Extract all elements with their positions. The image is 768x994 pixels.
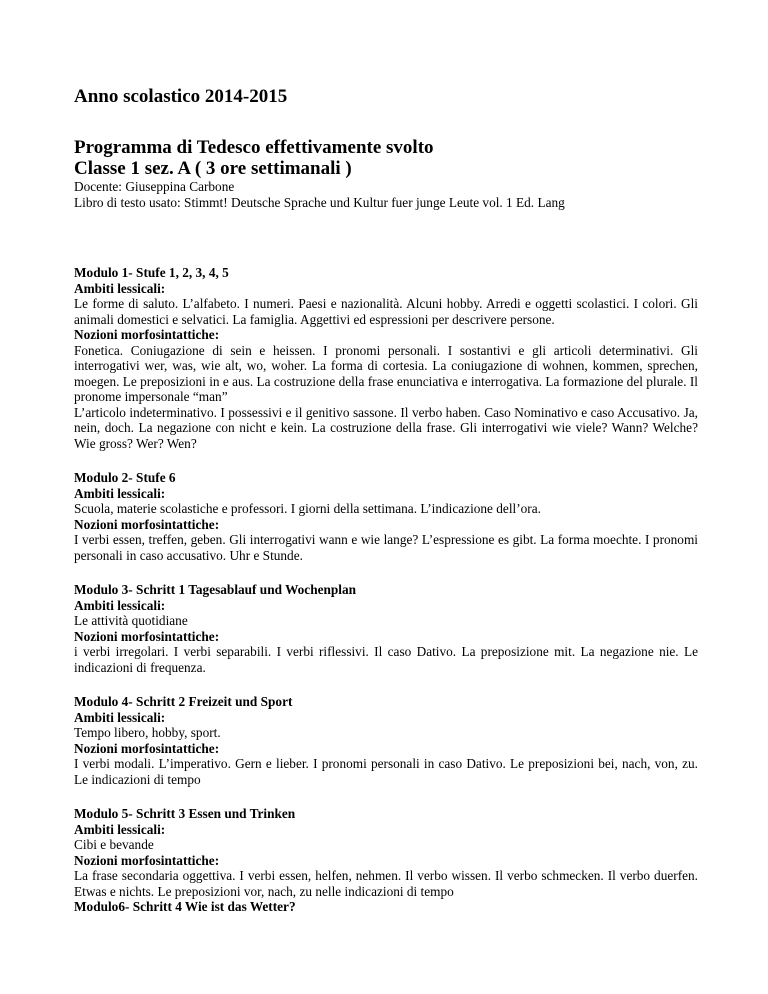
teacher-line: Docente: Giuseppina Carbone [74, 179, 235, 194]
module-6-title: Modulo6- Schritt 4 Wie ist das Wetter? [74, 899, 296, 914]
module-title: Modulo 3- Schritt 1 Tagesablauf und Wochenplan [74, 582, 357, 597]
module-title: Modulo 5- Schritt 3 Essen und Trinken [74, 806, 296, 821]
lexical-text: Cibi e bevande [74, 837, 154, 852]
module-4 [74, 694, 698, 787]
morpho-text: I verbi essen, treffen, geben. Gli interrogativi wann e wie lange? L’espressione es gibt. La forma moechte. I pronomi personali in caso accusativo. Uhr e Stunde. [74, 532, 698, 563]
morpho-text: La frase secondaria oggettiva. I verbi essen, helfen, nehmen. Il verbo wissen. Il verbo schmecken. Il verbo duerfen. Etwas e nichts. Le preposizioni vor, nach, zu nelle indicazioni di tempo [74, 868, 698, 899]
module-title: Modulo 1- Stufe 1, 2, 3, 4, 5 [74, 265, 229, 280]
program-header [74, 137, 704, 210]
modules-list [74, 265, 698, 915]
morpho-label: Nozioni morfosintattiche: [74, 628, 220, 644]
textbook-line: Libro di testo usato: Stimmt! Deutsche Sprache und Kultur fuer junge Leute vol. 1 Ed. Lang [74, 194, 565, 210]
morpho-label: Nozioni morfosintattiche: [74, 740, 220, 756]
module-5 [74, 806, 698, 915]
module-3 [74, 582, 698, 675]
morpho-text-continued: L’articolo indeterminativo. I possessivi e il genitivo sassone. Il verbo haben. Caso Nominativo e caso Accusativo. Ja, nein, doch. La negazione con nicht e kein. La costruzione della frase. Gli interrogativi wie viele? Wann? Welche? Wie gross? Wer? Wen? [74, 404, 698, 451]
module-2 [74, 470, 698, 563]
lexical-label: Ambiti lessicali: [74, 597, 166, 613]
morpho-label: Nozioni morfosintattiche: [74, 852, 220, 868]
lexical-text: Tempo libero, hobby, sport. [74, 725, 221, 740]
morpho-text: I verbi modali. L’imperativo. Gern e lieber. I pronomi personali in caso Dativo. Le preposizioni bei, nach, von, zu. Le indicazioni di tempo [74, 756, 698, 787]
module-1 [74, 265, 698, 451]
module-title: Modulo 2- Stufe 6 [74, 470, 176, 485]
school-year-heading: Anno scolastico 2014-2015 [74, 86, 288, 107]
morpho-text: i verbi irregolari. I verbi separabili. I verbi riflessivi. Il caso Dativo. La preposizione mit. La negazione nie. Le indicazioni di frequenza. [74, 644, 698, 675]
module-title: Modulo 4- Schritt 2 Freizeit und Sport [74, 694, 293, 709]
morpho-label: Nozioni morfosintattiche: [74, 516, 220, 532]
lexical-label: Ambiti lessicali: [74, 280, 166, 296]
morpho-label: Nozioni morfosintattiche: [74, 327, 220, 342]
class-title: Classe 1 sez. A ( 3 ore settimanali ) [74, 158, 352, 179]
lexical-text: Le forme di saluto. L’alfabeto. I numeri. Paesi e nazionalità. Alcuni hobby. Arredi e oggetti scolastici. I colori. Gli animali domestici e selvatici. La famiglia. Aggettivi ed espressioni per descrivere persone. [74, 296, 698, 327]
program-title: Programma di Tedesco effettivamente svolto [74, 137, 434, 158]
lexical-text: Scuola, materie scolastiche e professori. I giorni della settimana. L’indicazione dell’ora. [74, 501, 541, 516]
lexical-label: Ambiti lessicali: [74, 485, 166, 501]
morpho-text: Fonetica. Coniugazione di sein e heissen. I pronomi personali. I sostantivi e gli articoli determinativi. Gli interrogativi wer, was, wie alt, wo, woher. La forma di cortesia. La coniugazione di wohnen, kommen, sprechen, moegen. Le preposizioni in e aus. La costruzione della frase enunciativa e interrogativa. La formazione del plurale. Il pronome impersonale “man” [74, 342, 698, 404]
lexical-label: Ambiti lessicali: [74, 821, 166, 837]
lexical-label: Ambiti lessicali: [74, 709, 166, 725]
lexical-text: Le attività quotidiane [74, 613, 188, 628]
